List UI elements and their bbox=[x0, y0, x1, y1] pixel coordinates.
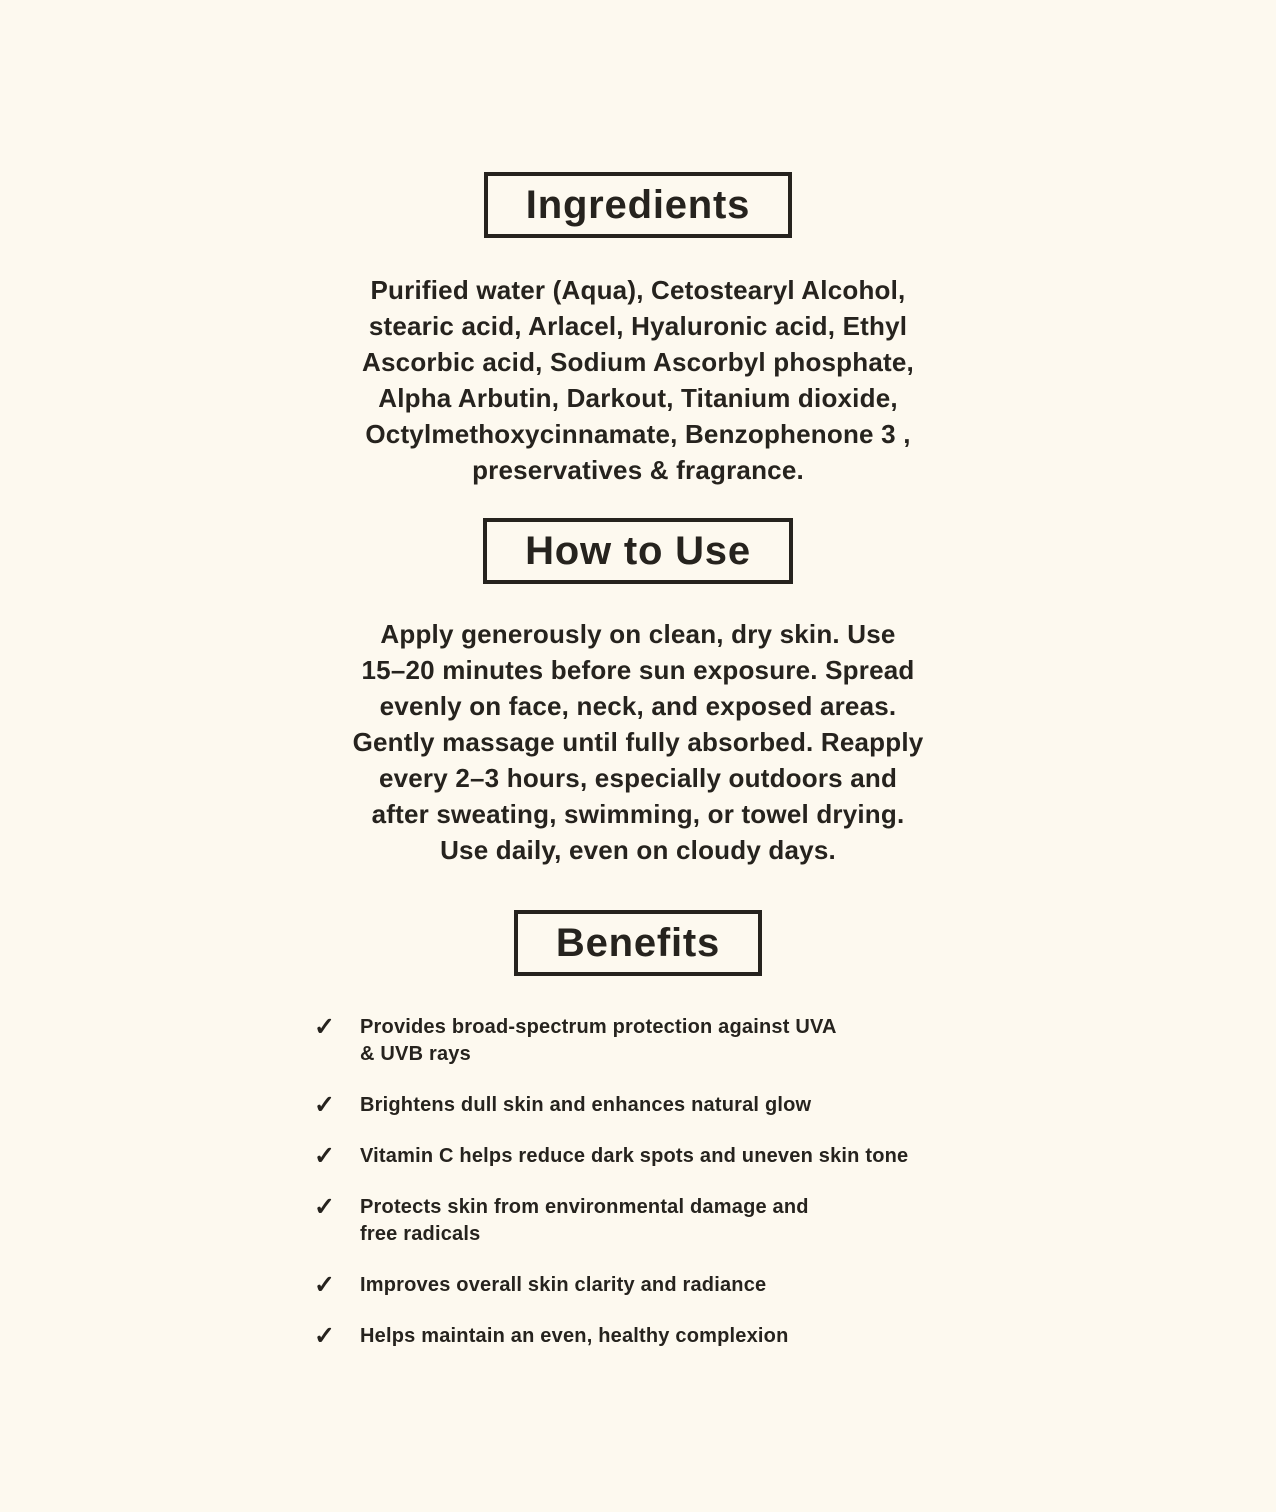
benefit-text: Vitamin C helps reduce dark spots and uneven skin tone bbox=[360, 1145, 909, 1167]
benefit-item bbox=[314, 1143, 962, 1170]
benefit-text: Brightens dull skin and enhances natural glow bbox=[360, 1094, 812, 1116]
benefit-text: Improves overall skin clarity and radiance bbox=[360, 1274, 767, 1296]
how-to-use-section bbox=[0, 518, 1276, 868]
benefits-heading bbox=[514, 910, 762, 976]
checkmark-icon: ✓ bbox=[314, 1142, 335, 1170]
checkmark-icon: ✓ bbox=[314, 1091, 335, 1119]
ingredients-section bbox=[0, 172, 1276, 488]
benefit-text: Helps maintain an even, healthy complexion bbox=[360, 1325, 789, 1347]
how-to-use-heading-label: How to Use bbox=[525, 529, 751, 573]
benefit-text: Provides broad-spectrum protection against UVA & UVB rays bbox=[360, 1016, 837, 1065]
benefits-heading-label: Benefits bbox=[555, 921, 721, 965]
benefits-list bbox=[314, 1014, 962, 1350]
benefit-item bbox=[314, 1014, 962, 1068]
ingredients-heading-label: Ingredients bbox=[525, 183, 751, 227]
how-to-use-heading bbox=[483, 518, 793, 584]
ingredients-text: Purified water (Aqua), Cetostearyl Alcohol, stearic acid, Arlacel, Hyaluronic acid, Ethyl Ascorbic acid, Sodium Ascorbyl phosphate, Alpha Arbutin, Darkout, Titanium dioxide, Octylmethoxycinnamate, Benzophenone 3 , preservatives & fragrance. bbox=[362, 275, 914, 485]
checkmark-icon: ✓ bbox=[314, 1193, 335, 1221]
checkmark-icon: ✓ bbox=[314, 1013, 335, 1041]
benefit-text: Protects skin from environmental damage and free radicals bbox=[360, 1196, 809, 1245]
benefit-item bbox=[314, 1092, 962, 1119]
benefits-section bbox=[0, 910, 1276, 1350]
benefit-item bbox=[314, 1323, 962, 1350]
benefit-item bbox=[314, 1194, 962, 1248]
ingredients-heading bbox=[484, 172, 792, 238]
checkmark-icon: ✓ bbox=[314, 1271, 335, 1299]
benefit-item bbox=[314, 1272, 962, 1299]
checkmark-icon: ✓ bbox=[314, 1322, 335, 1350]
how-to-use-text: Apply generously on clean, dry skin. Use 15–20 minutes before sun exposure. Spread evenly on face, neck, and exposed areas. Gently massage until fully absorbed. Reapply every 2–3 hours, especially outdoors and after sweating, swimming, or towel drying. Use daily, even on cloudy days. bbox=[352, 619, 924, 865]
